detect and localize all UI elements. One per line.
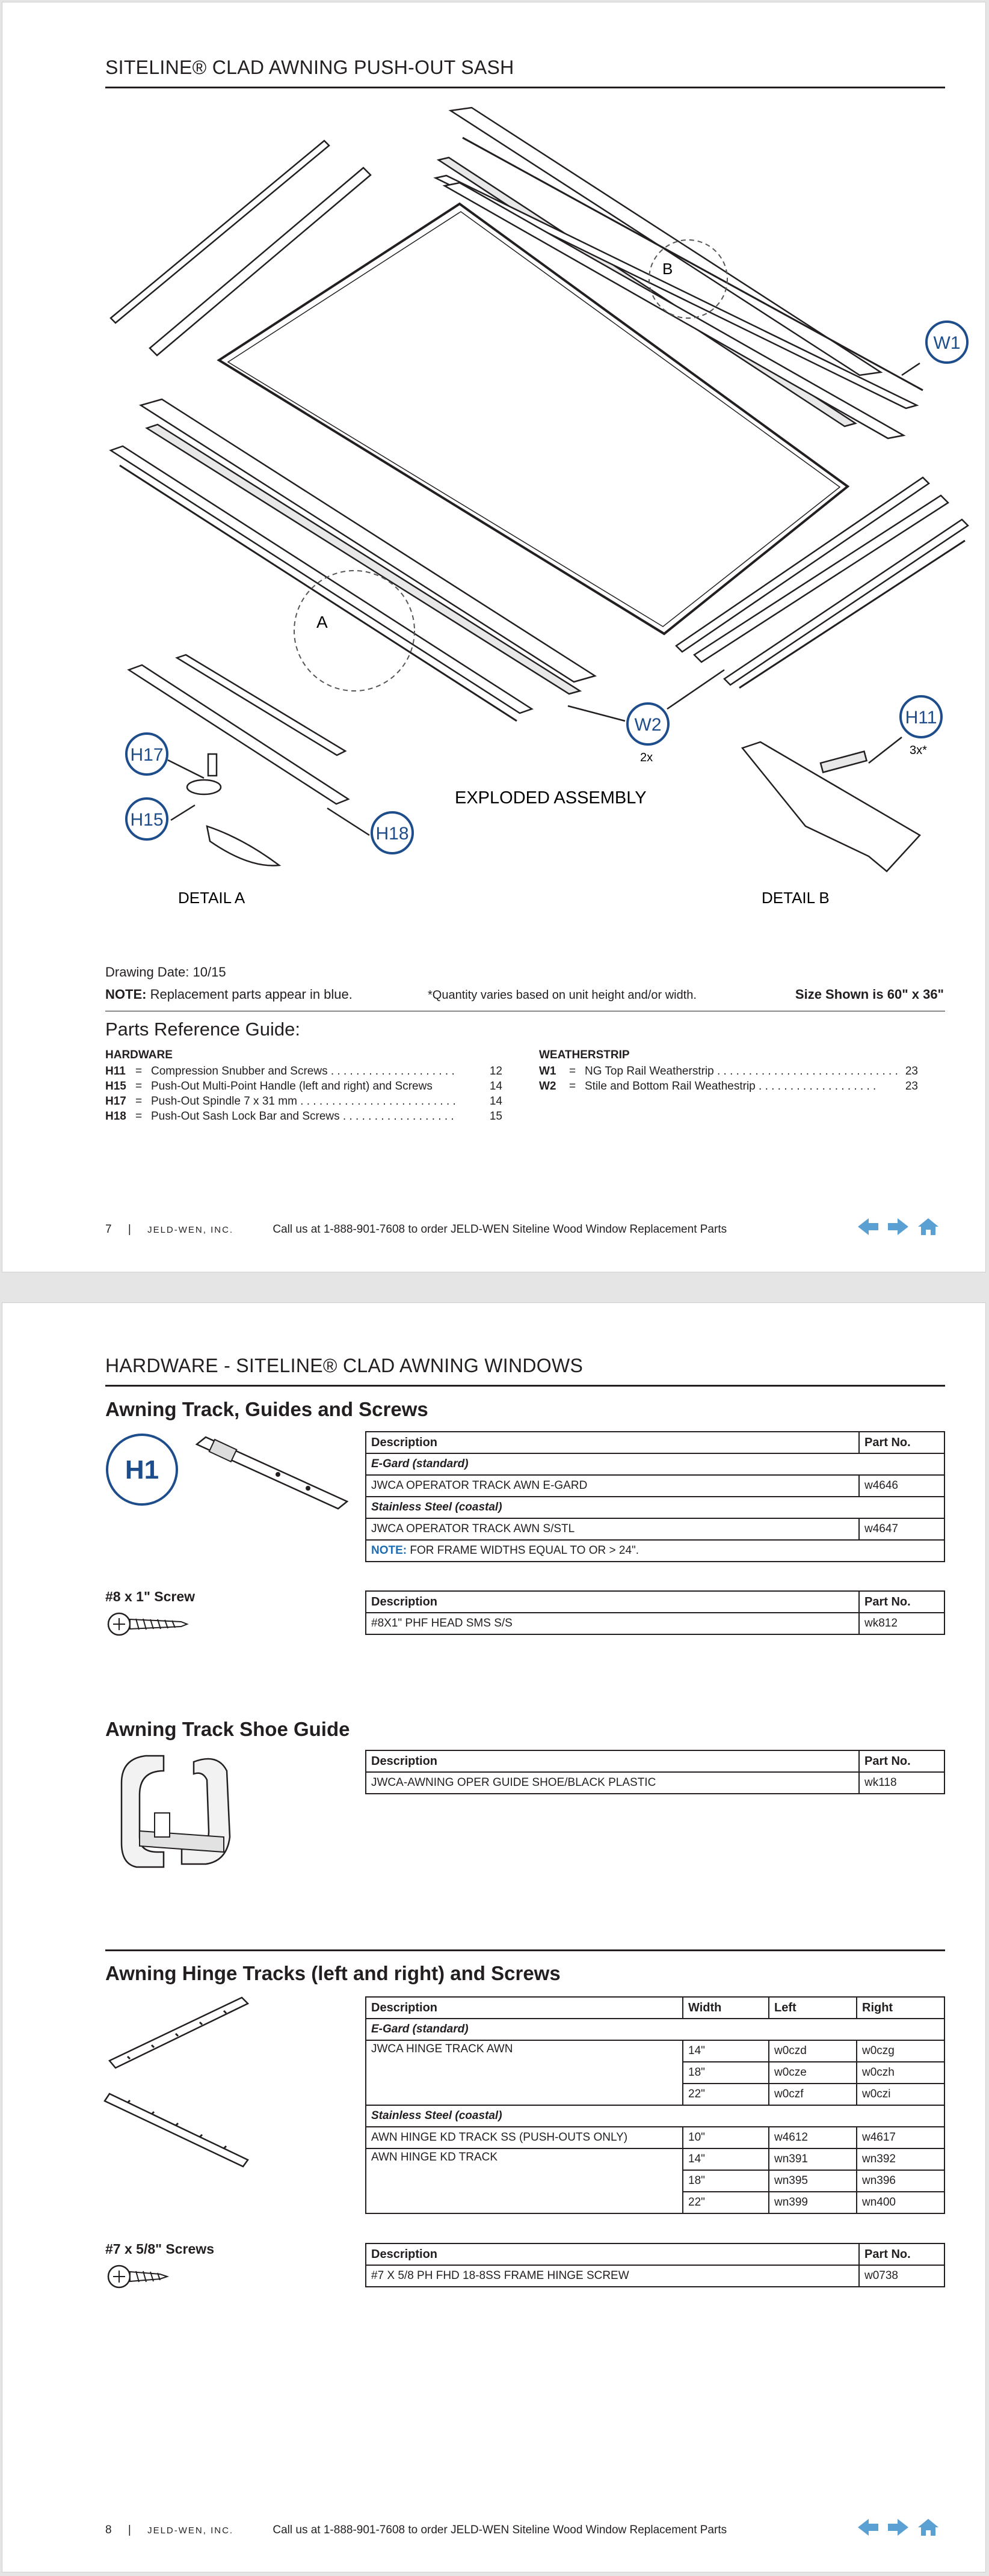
page-title: HARDWARE - SITELINE® CLAD AWNING WINDOWS bbox=[105, 1355, 584, 1376]
screw-8x1-image bbox=[106, 1610, 190, 1640]
company-name: JELD-WEN, INC. bbox=[147, 2525, 234, 2536]
hardware-heading: HARDWARE bbox=[105, 1049, 173, 1061]
table-row: #8X1" PHF HEAD SMS S/S wk812 bbox=[366, 1613, 944, 1634]
callout-w1-label: W1 bbox=[933, 333, 961, 353]
note-text: Replacement parts appear in blue. bbox=[146, 987, 353, 1002]
page-footer: 7 | JELD-WEN, INC. Call us at 1-888-901-7608 to order JELD-WEN Siteline Wood Window Replacement Parts bbox=[105, 1223, 727, 1236]
catalog-page-7 bbox=[2, 2, 986, 1272]
h11-quantity: 3x* bbox=[910, 744, 927, 757]
home-icon[interactable] bbox=[917, 1217, 940, 1236]
section-heading-track: Awning Track, Guides and Screws bbox=[105, 1398, 428, 1420]
table-row: 22" wn399 wn400 bbox=[366, 2192, 944, 2213]
replacement-note bbox=[105, 987, 353, 1002]
table-row: JWCA-AWNING OPER GUIDE SHOE/BLACK PLASTIC wk118 bbox=[366, 1772, 944, 1794]
parts-row: W2 = Stile and Bottom Rail Weathestrip . . . . . . . . . . . . . . . . . . . 23 bbox=[539, 1080, 918, 1093]
footer-contact: Call us at 1-888-901-7608 to order JELD-WEN Siteline Wood Window Replacement Parts bbox=[273, 1223, 727, 1236]
h1-badge-label: H1 bbox=[125, 1455, 159, 1485]
screw-7x58-image bbox=[106, 2262, 172, 2292]
callout-h11-label: H11 bbox=[905, 708, 937, 728]
table-row: AWN HINGE KD TRACK 14" wn391 wn392 bbox=[366, 2148, 944, 2170]
h11-leader bbox=[869, 737, 902, 763]
section-heading-hinge-tracks: Awning Hinge Tracks (left and right) and Screws bbox=[105, 1962, 561, 1984]
hinge-tracks-table: Description Width Left Right E-Gard (standard) JWCA HINGE TRACK AWN 14" w0czd w0czg 18" w0cze w0czh 22" w0czf w0czi Stainless Steel (coastal) AWN HINGE KD TRACK SS (PUSH-OUTS ONLY) 10" w4612 w4617 AWN HINGE KD TRACK 14" wn391 wn392 18" wn395 wn396 22" wn399 wn400 bbox=[365, 1996, 945, 2214]
operator-track-table: Description Part No. E-Gard (standard) JWCA OPERATOR TRACK AWN E-GARD w4646 Stainless Steel (coastal) JWCA OPERATOR TRACK AWN S/STL w4647 NOTE: FOR FRAME WIDTHS EQUAL TO OR > 24". bbox=[365, 1431, 945, 1562]
table-row: 18" wn395 wn396 bbox=[366, 2170, 944, 2192]
push-out-handle bbox=[207, 826, 279, 866]
w1-leader bbox=[902, 363, 920, 375]
drawing-date: Drawing Date: 10/15 bbox=[105, 964, 226, 980]
table-row: 22" w0czf w0czi bbox=[366, 2084, 944, 2105]
w2-leader-b bbox=[667, 670, 724, 709]
callout-w2-label: W2 bbox=[634, 715, 662, 735]
h17-leader bbox=[168, 760, 204, 778]
screw-7x58-table: Description Part No. #7 X 5/8 PH FHD 18-8SS FRAME HINGE SCREW w0738 bbox=[365, 2243, 945, 2287]
section-rule bbox=[105, 1949, 945, 1951]
h18-leader bbox=[327, 808, 369, 835]
table-row: AWN HINGE KD TRACK SS (PUSH-OUTS ONLY) 10" w4612 w4617 bbox=[366, 2127, 944, 2148]
page-number: 7 bbox=[105, 1223, 112, 1236]
hinge-tracks-image bbox=[103, 1995, 260, 2175]
page-nav bbox=[857, 2518, 940, 2537]
table-row: #7 X 5/8 PH FHD 18-8SS FRAME HINGE SCREW w0738 bbox=[366, 2265, 944, 2287]
detail-b-label: DETAIL B bbox=[762, 889, 830, 907]
table-row: 18" w0cze w0czh bbox=[366, 2062, 944, 2084]
callout-h17-label: H17 bbox=[130, 745, 164, 765]
h15-leader bbox=[171, 805, 195, 820]
weatherstrip-heading: WEATHERSTRIP bbox=[539, 1049, 630, 1061]
section-heading-shoe-guide: Awning Track Shoe Guide bbox=[105, 1718, 350, 1740]
screw-label-7x58: #7 x 5/8" Screws bbox=[105, 2241, 214, 2257]
operator-track-image bbox=[194, 1432, 350, 1510]
next-page-icon[interactable] bbox=[887, 1217, 910, 1236]
h1-badge bbox=[105, 1432, 180, 1507]
quantity-note: *Quantity varies based on unit height and/or width. bbox=[428, 989, 697, 1002]
size-shown: Size Shown is 60" x 36" bbox=[795, 987, 944, 1002]
shoe-guide-image bbox=[103, 1747, 260, 1879]
callout-h18-label: H18 bbox=[375, 824, 409, 844]
hardware-parts-list bbox=[105, 1047, 502, 1124]
screw-label-8x1: #8 x 1" Screw bbox=[105, 1589, 196, 1604]
title-rule bbox=[105, 1385, 945, 1387]
w2-quantity: 2x bbox=[640, 751, 653, 764]
page-nav bbox=[857, 1217, 940, 1236]
detail-a-letter: A bbox=[316, 613, 328, 631]
spindle bbox=[208, 754, 217, 776]
parts-row: H15 = Push-Out Multi-Point Handle (left and right) and Screws 14 bbox=[105, 1080, 502, 1093]
shoe-guide-table: Description Part No. JWCA-AWNING OPER GUIDE SHOE/BLACK PLASTIC wk118 bbox=[365, 1750, 945, 1794]
callout-h15-label: H15 bbox=[130, 810, 164, 830]
compression-snubber bbox=[821, 752, 867, 773]
exploded-assembly-label: EXPLODED ASSEMBLY bbox=[455, 788, 647, 808]
note-label: NOTE: bbox=[105, 987, 147, 1002]
parts-row: H18 = Push-Out Sash Lock Bar and Screws . . . . . . . . . . . . . . . . . . 15 bbox=[105, 1110, 502, 1123]
w2-leader-a bbox=[568, 706, 625, 721]
table-row: JWCA OPERATOR TRACK AWN E-GARD w4646 bbox=[366, 1475, 944, 1497]
page-title: SITELINE® CLAD AWNING PUSH-OUT SASH bbox=[105, 57, 514, 78]
exploded-assembly-drawing bbox=[2, 99, 987, 928]
table-row: JWCA OPERATOR TRACK AWN S/STL w4647 bbox=[366, 1518, 944, 1540]
detail-b-letter: B bbox=[662, 260, 673, 278]
handle-base bbox=[187, 780, 221, 794]
screw-8x1-table: Description Part No. #8X1" PHF HEAD SMS S/S wk812 bbox=[365, 1590, 945, 1635]
parts-row: H11 = Compression Snubber and Screws . . . . . . . . . . . . . . . . . . . . 12 bbox=[105, 1065, 502, 1078]
prev-page-icon[interactable] bbox=[857, 2518, 880, 2537]
page-number: 8 bbox=[105, 2524, 112, 2536]
table-row: JWCA HINGE TRACK AWN 14" w0czd w0czg bbox=[366, 2040, 944, 2062]
detail-a-label: DETAIL A bbox=[178, 889, 245, 907]
parts-row: W1 = NG Top Rail Weatherstrip . . . . . . . . . . . . . . . . . . . . . . . . . . . . . 23 bbox=[539, 1065, 918, 1078]
parts-reference-title: Parts Reference Guide: bbox=[105, 1019, 300, 1040]
prev-page-icon[interactable] bbox=[857, 1217, 880, 1236]
next-page-icon[interactable] bbox=[887, 2518, 910, 2537]
page-footer: 8 | JELD-WEN, INC. Call us at 1-888-901-7608 to order JELD-WEN Siteline Wood Window Replacement Parts bbox=[105, 2524, 727, 2536]
weatherstrip-parts-list bbox=[539, 1047, 918, 1094]
parts-row: H17 = Push-Out Spindle 7 x 31 mm . . . . . . . . . . . . . . . . . . . . . . . . . 14 bbox=[105, 1095, 502, 1108]
title-rule bbox=[105, 87, 945, 88]
company-name: JELD-WEN, INC. bbox=[147, 1225, 234, 1235]
catalog-page-8 bbox=[2, 1302, 986, 2572]
footer-contact: Call us at 1-888-901-7608 to order JELD-WEN Siteline Wood Window Replacement Parts bbox=[273, 2524, 727, 2536]
home-icon[interactable] bbox=[917, 2518, 940, 2537]
